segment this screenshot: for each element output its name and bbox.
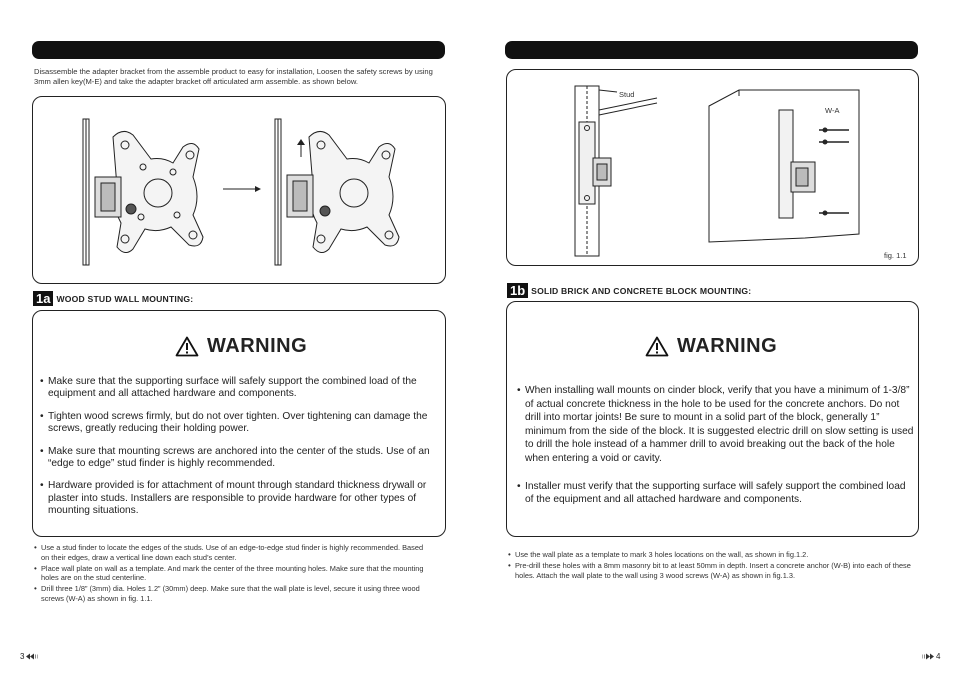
page-number-3: 3 [20, 652, 25, 661]
left-warning-item: • Make sure that mounting screws are anchored into the center of the studs. Use of an “edge to edge” stud finder is highly recommended. [38, 446, 438, 471]
left-warning-item: • Hardware provided is for attachment of mount through standard thickness drywall or plaster into studs. Installers are responsible to provide hardware for other types of mounting situations. [38, 480, 438, 517]
left-steps-list [33, 543, 433, 605]
bracket-disassembly-illustration [33, 97, 444, 282]
left-warning-list [38, 376, 438, 528]
section-1b-heading [507, 282, 751, 300]
right-step-item: • Pre-drill these holes with a 8mm masonry bit to at least 50mm in depth. Insert a concrete anchor (W-B) into each of these holes. Attach the wall plate to the wall using 3 wood screws (W-A) as shown in fig.1.3. [507, 561, 917, 580]
right-page-number [920, 652, 940, 661]
right-header-bar [505, 41, 918, 59]
right-steps-list [507, 550, 917, 582]
right-step-item: • Use the wall plate as a template to mark 3 holes locations on the wall, as shown in fig.1.2. [507, 550, 917, 560]
right-warning-title: WARNING [677, 335, 778, 357]
right-figure-box [506, 69, 919, 266]
back-arrows-icon [26, 653, 40, 660]
left-warning-box [32, 310, 446, 537]
right-warning-list [515, 384, 915, 517]
left-step-item: • Place wall plate on wall as a template. And mark the center of the three mounting holes. Make sure that the mounting holes are on the stud centerline. [33, 564, 433, 583]
right-warning-box [506, 301, 919, 537]
assembled-bracket-drawing [83, 119, 203, 265]
left-step-item: • Use a stud finder to locate the edges of the studs. Use of an edge-to-edge stud finder is highly recommended. Based on their edges, draw a vertical line down each stud’s center. [33, 543, 433, 562]
wall-mount-illustration [507, 70, 917, 264]
section-number-1b: 1b [507, 283, 528, 298]
left-warning-title: WARNING [207, 335, 308, 357]
stud-label: Stud [619, 90, 635, 99]
left-warning-item: • Make sure that the supporting surface will safely support the combined load of the equipment and all attached hardware and components. [38, 376, 438, 401]
section-title-1b: SOLID BRICK AND CONCRETE BLOCK MOUNTING: [531, 285, 752, 296]
right-warning-item: • Installer must verify that the supporting surface will safely support the combined load of the equipment and all attached hardware and components. [515, 480, 915, 507]
left-figure-box [32, 96, 446, 284]
right-warning-heading [645, 335, 777, 358]
forward-arrows-icon [920, 653, 934, 660]
screw-label: W-A [825, 106, 840, 115]
left-warning-item: • Tighten wood screws firmly, but do not over tighten. Over tightening can damage the screws, greatly reducing their holding power. [38, 411, 438, 436]
separated-bracket-drawing [275, 119, 399, 265]
left-step-item: • Drill three 1/8” (3mm) dia. Holes 1.2” (30mm) deep. Make sure that the wall plate is level, secure it using three wood screws (W-A) as shown in fig. 1.1. [33, 584, 433, 603]
left-page-number [20, 652, 40, 661]
section-number-1a: 1a [33, 291, 53, 306]
right-warning-item: • When installing wall mounts on cinder block, verify that you have a minimum of 1-3/8” of actual concrete thickness in the hole to be used for the concrete anchors. Do not drill into mortar joints! Be sure to mount in a solid part of the block, generally 1” minimum from the side of the block. It is suggested electric drill on slow setting is used to drill the hole instead of a hammer drill to avoid breaking out the back of the hole when entering a void or cavity. [515, 384, 915, 466]
page-number-4: 4 [936, 652, 941, 661]
section-1a-heading [33, 290, 193, 308]
left-intro-text: Disassemble the adapter bracket from the assemble product to easy for installation, Loosen the safety screws by using 3mm allen key(M-E) and take the adapter bracket off articulated arm assemble. as shown below. [34, 67, 433, 86]
left-header-bar [32, 41, 445, 59]
stud-drawing [575, 86, 657, 256]
section-title-1a: WOOD STUD WALL MOUNTING: [56, 293, 194, 304]
left-warning-heading [175, 335, 307, 358]
figure-caption: fig. 1.1 [884, 251, 907, 260]
warning-triangle-icon [645, 336, 669, 357]
warning-triangle-icon [175, 336, 199, 357]
